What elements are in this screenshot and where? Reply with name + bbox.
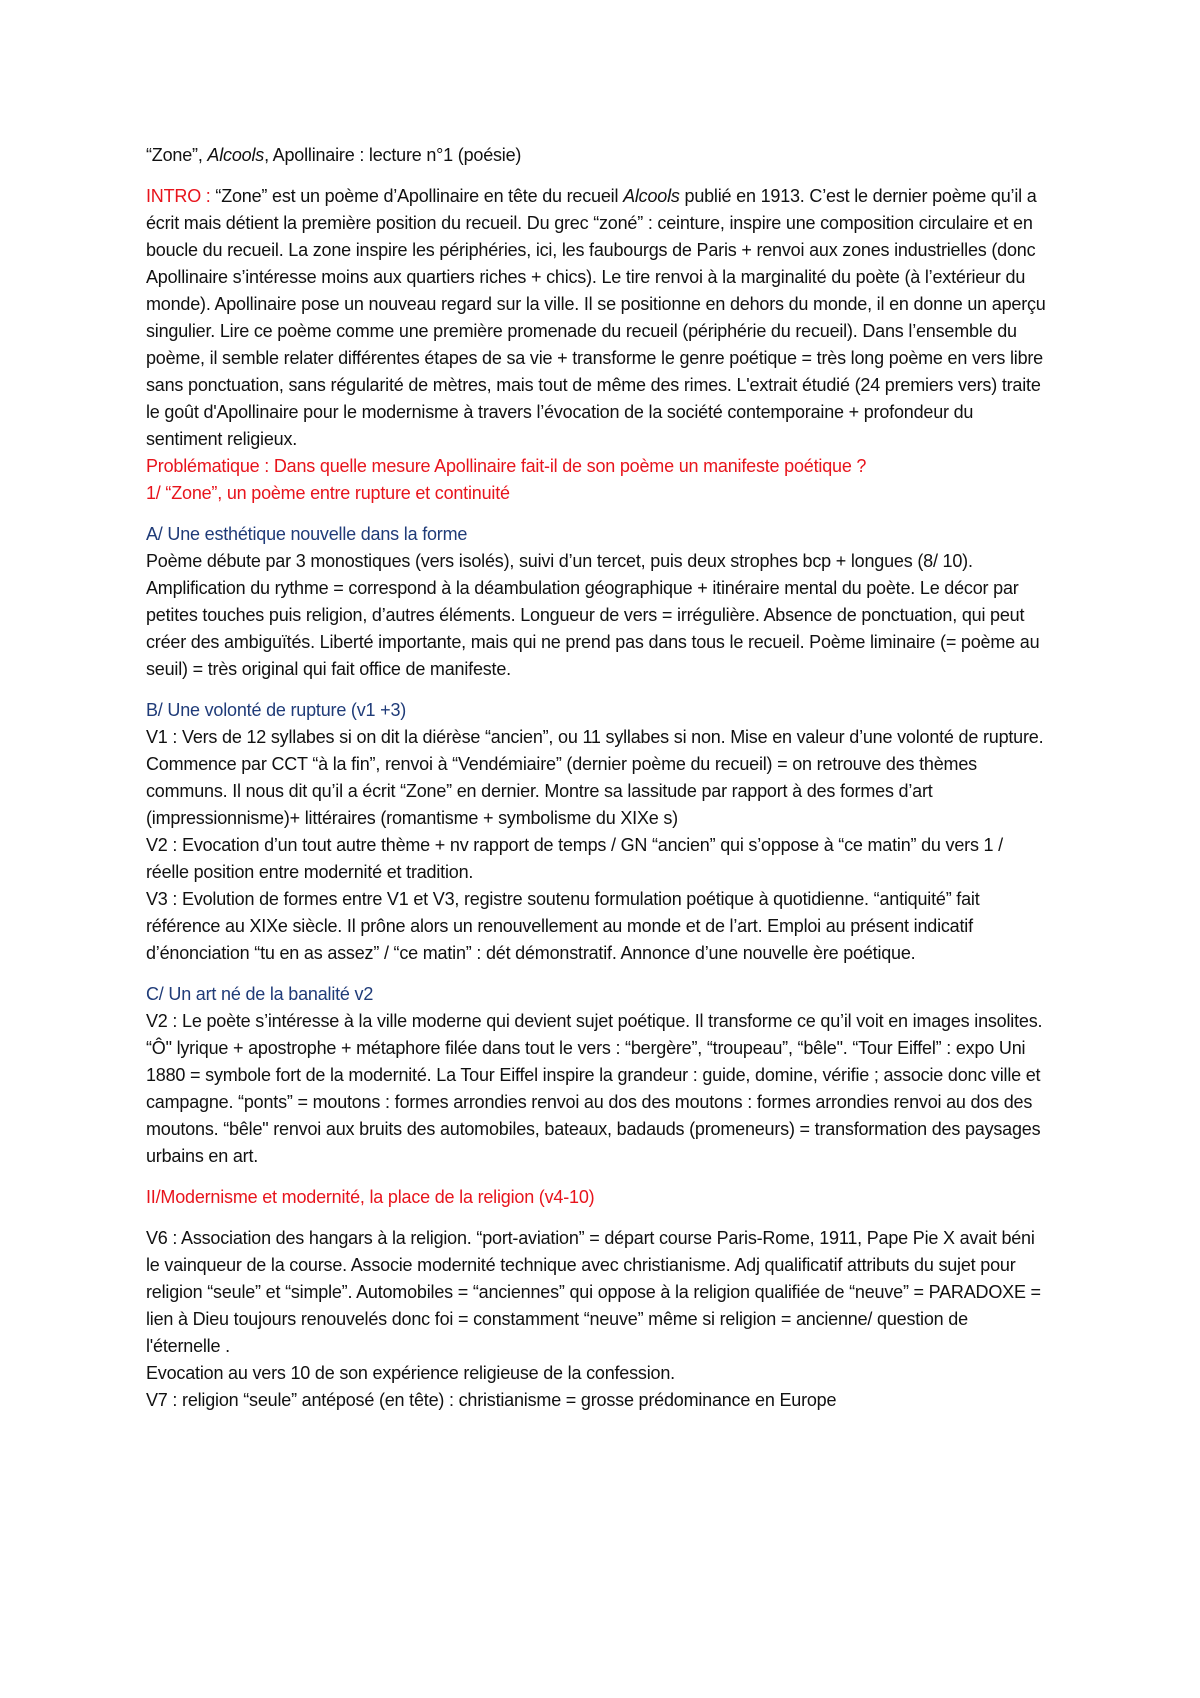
title-part: , Apollinaire : lecture n°1 (poésie) bbox=[264, 145, 522, 165]
section-b-v1: V1 : Vers de 12 syllabes si on dit la diérèse “ancien”, ou 11 syllabes si non. Mise en valeur d’une volonté de rupture. Commence par CCT “à la fin”, renvoi à “Vendémiaire” (dernier poème du recueil) = on retrouve des thèmes communs. Il nous dit qu’il a écrit “Zone” en dernier. Montre sa lassitude par rapport à des formes d’art (impressionnisme)+ littéraires (romantisme + symbolisme du XIXe s) bbox=[146, 727, 1044, 828]
section-b-v2: V2 : Evocation d’un tout autre thème + nv rapport de temps / GN “ancien” qui s’oppose à “ce matin” du vers 1 / réelle position entre modernité et tradition. bbox=[146, 835, 1003, 882]
problematique: Problématique : Dans quelle mesure Apollinaire fait-il de son poème un manifeste poétique ? bbox=[146, 456, 867, 476]
intro-text: “Zone” est un poème d’Apollinaire en tête du recueil bbox=[215, 186, 624, 206]
title-part: “Zone”, bbox=[146, 145, 208, 165]
section-b-v3: V3 : Evolution de formes entre V1 et V3, registre soutenu formulation poétique à quotidienne. “antiquité” fait référence au XIXe siècle. Il prône alors un renouvellement au monde et de l’art. Emploi au présent indicatif d’énonciation “tu en as assez” / “ce matin” : dét démonstratif. Annonce d’une nouvelle ère poétique. bbox=[146, 889, 980, 963]
document-title bbox=[146, 142, 1046, 169]
intro-paragraph bbox=[146, 183, 1046, 453]
part-2-heading: II/Modernisme et modernité, la place de la religion (v4-10) bbox=[146, 1187, 595, 1207]
section-c-heading: C/ Un art né de la banalité v2 bbox=[146, 984, 374, 1004]
intro-text: publié en 1913. C’est le dernier poème qu’il a écrit mais détient la première position du recueil. Du grec “zoné” : ceinture, inspire une composition circulaire et en boucle du recueil. La zone inspire les périphéries, ici, les faubourgs de Paris + renvoi aux zones industrielles (donc Apollinaire s’intéresse moins aux quartiers riches + chics). Le tire renvoi à la marginalité du poète (à l’extérieur du monde). Apollinaire pose un nouveau regard sur la ville. Il se positionne en dehors du monde, il en donne un aperçu singulier. Lire ce poème comme une première promenade du recueil (périphérie du recueil). Dans l’ensemble du poème, il semble relater différentes étapes de sa vie + transforme le genre poétique = très long poème en vers libre sans ponctuation, sans régularité de mètres, mais tout de même des rimes. L'extrait étudié (24 premiers vers) traite le goût d'Apollinaire pour le modernisme à travers l’évocation de la société contemporaine + profondeur du sentiment religieux. bbox=[146, 186, 1046, 449]
part-2-v6: V6 : Association des hangars à la religion. “port-aviation” = départ course Paris-Rome, 1911, Pape Pie X avait béni le vainqueur de la course. Associe modernité technique avec christianisme. Adj qualificatif attributs du sujet pour religion “seule” et “simple”. Automobiles = “anciennes” qui oppose à la religion qualifiée de “neuve” = PARADOXE = lien à Dieu toujours renouvelés donc foi = constamment “neuve” même si religion = ancienne/ question de l'éternelle . bbox=[146, 1228, 1041, 1356]
section-c-body: V2 : Le poète s’intéresse à la ville moderne qui devient sujet poétique. Il transforme ce qu’il voit en images insolites. “Ô" lyrique + apostrophe + métaphore filée dans tout le vers : “bergère”, “troupeau”, “bêle". “Tour Eiffel” : expo Uni 1880 = symbole fort de la modernité. La Tour Eiffel inspire la grandeur : guide, domine, vérifie ; associe donc ville et campagne. “ponts” = moutons : formes arrondies renvoi au dos des moutons : formes arrondies renvoi au dos des moutons. “bêle" renvoi aux bruits des automobiles, bateaux, badauds (promeneurs) = transformation des paysages urbains en art. bbox=[146, 1011, 1043, 1166]
intro-label: INTRO : bbox=[146, 186, 216, 206]
title-work: Alcools bbox=[207, 145, 265, 165]
part-2-v10: Evocation au vers 10 de son expérience religieuse de la confession. bbox=[146, 1363, 675, 1383]
document-page bbox=[146, 142, 1046, 1414]
section-a-heading: A/ Une esthétique nouvelle dans la forme bbox=[146, 524, 468, 544]
section-a-body: Poème débute par 3 monostiques (vers isolés), suivi d’un tercet, puis deux strophes bcp + longues (8/ 10). Amplification du rythme = correspond à la déambulation géographique + itinéraire mental du poète. Le décor par petites touches puis religion, d’autres éléments. Longueur de vers = irrégulière. Absence de ponctuation, qui peut créer des ambiguïtés. Liberté importante, mais qui ne prend pas dans tous le recueil. Poème liminaire (= poème au seuil) = très original qui fait office de manifeste. bbox=[146, 551, 1040, 679]
part-2-v7: V7 : religion “seule” antéposé (en tête) : christianisme = grosse prédominance en Europe bbox=[146, 1390, 837, 1410]
part-1-heading: 1/ “Zone”, un poème entre rupture et continuité bbox=[146, 483, 510, 503]
section-b-heading: B/ Une volonté de rupture (v1 +3) bbox=[146, 700, 407, 720]
intro-work: Alcools bbox=[623, 186, 680, 206]
